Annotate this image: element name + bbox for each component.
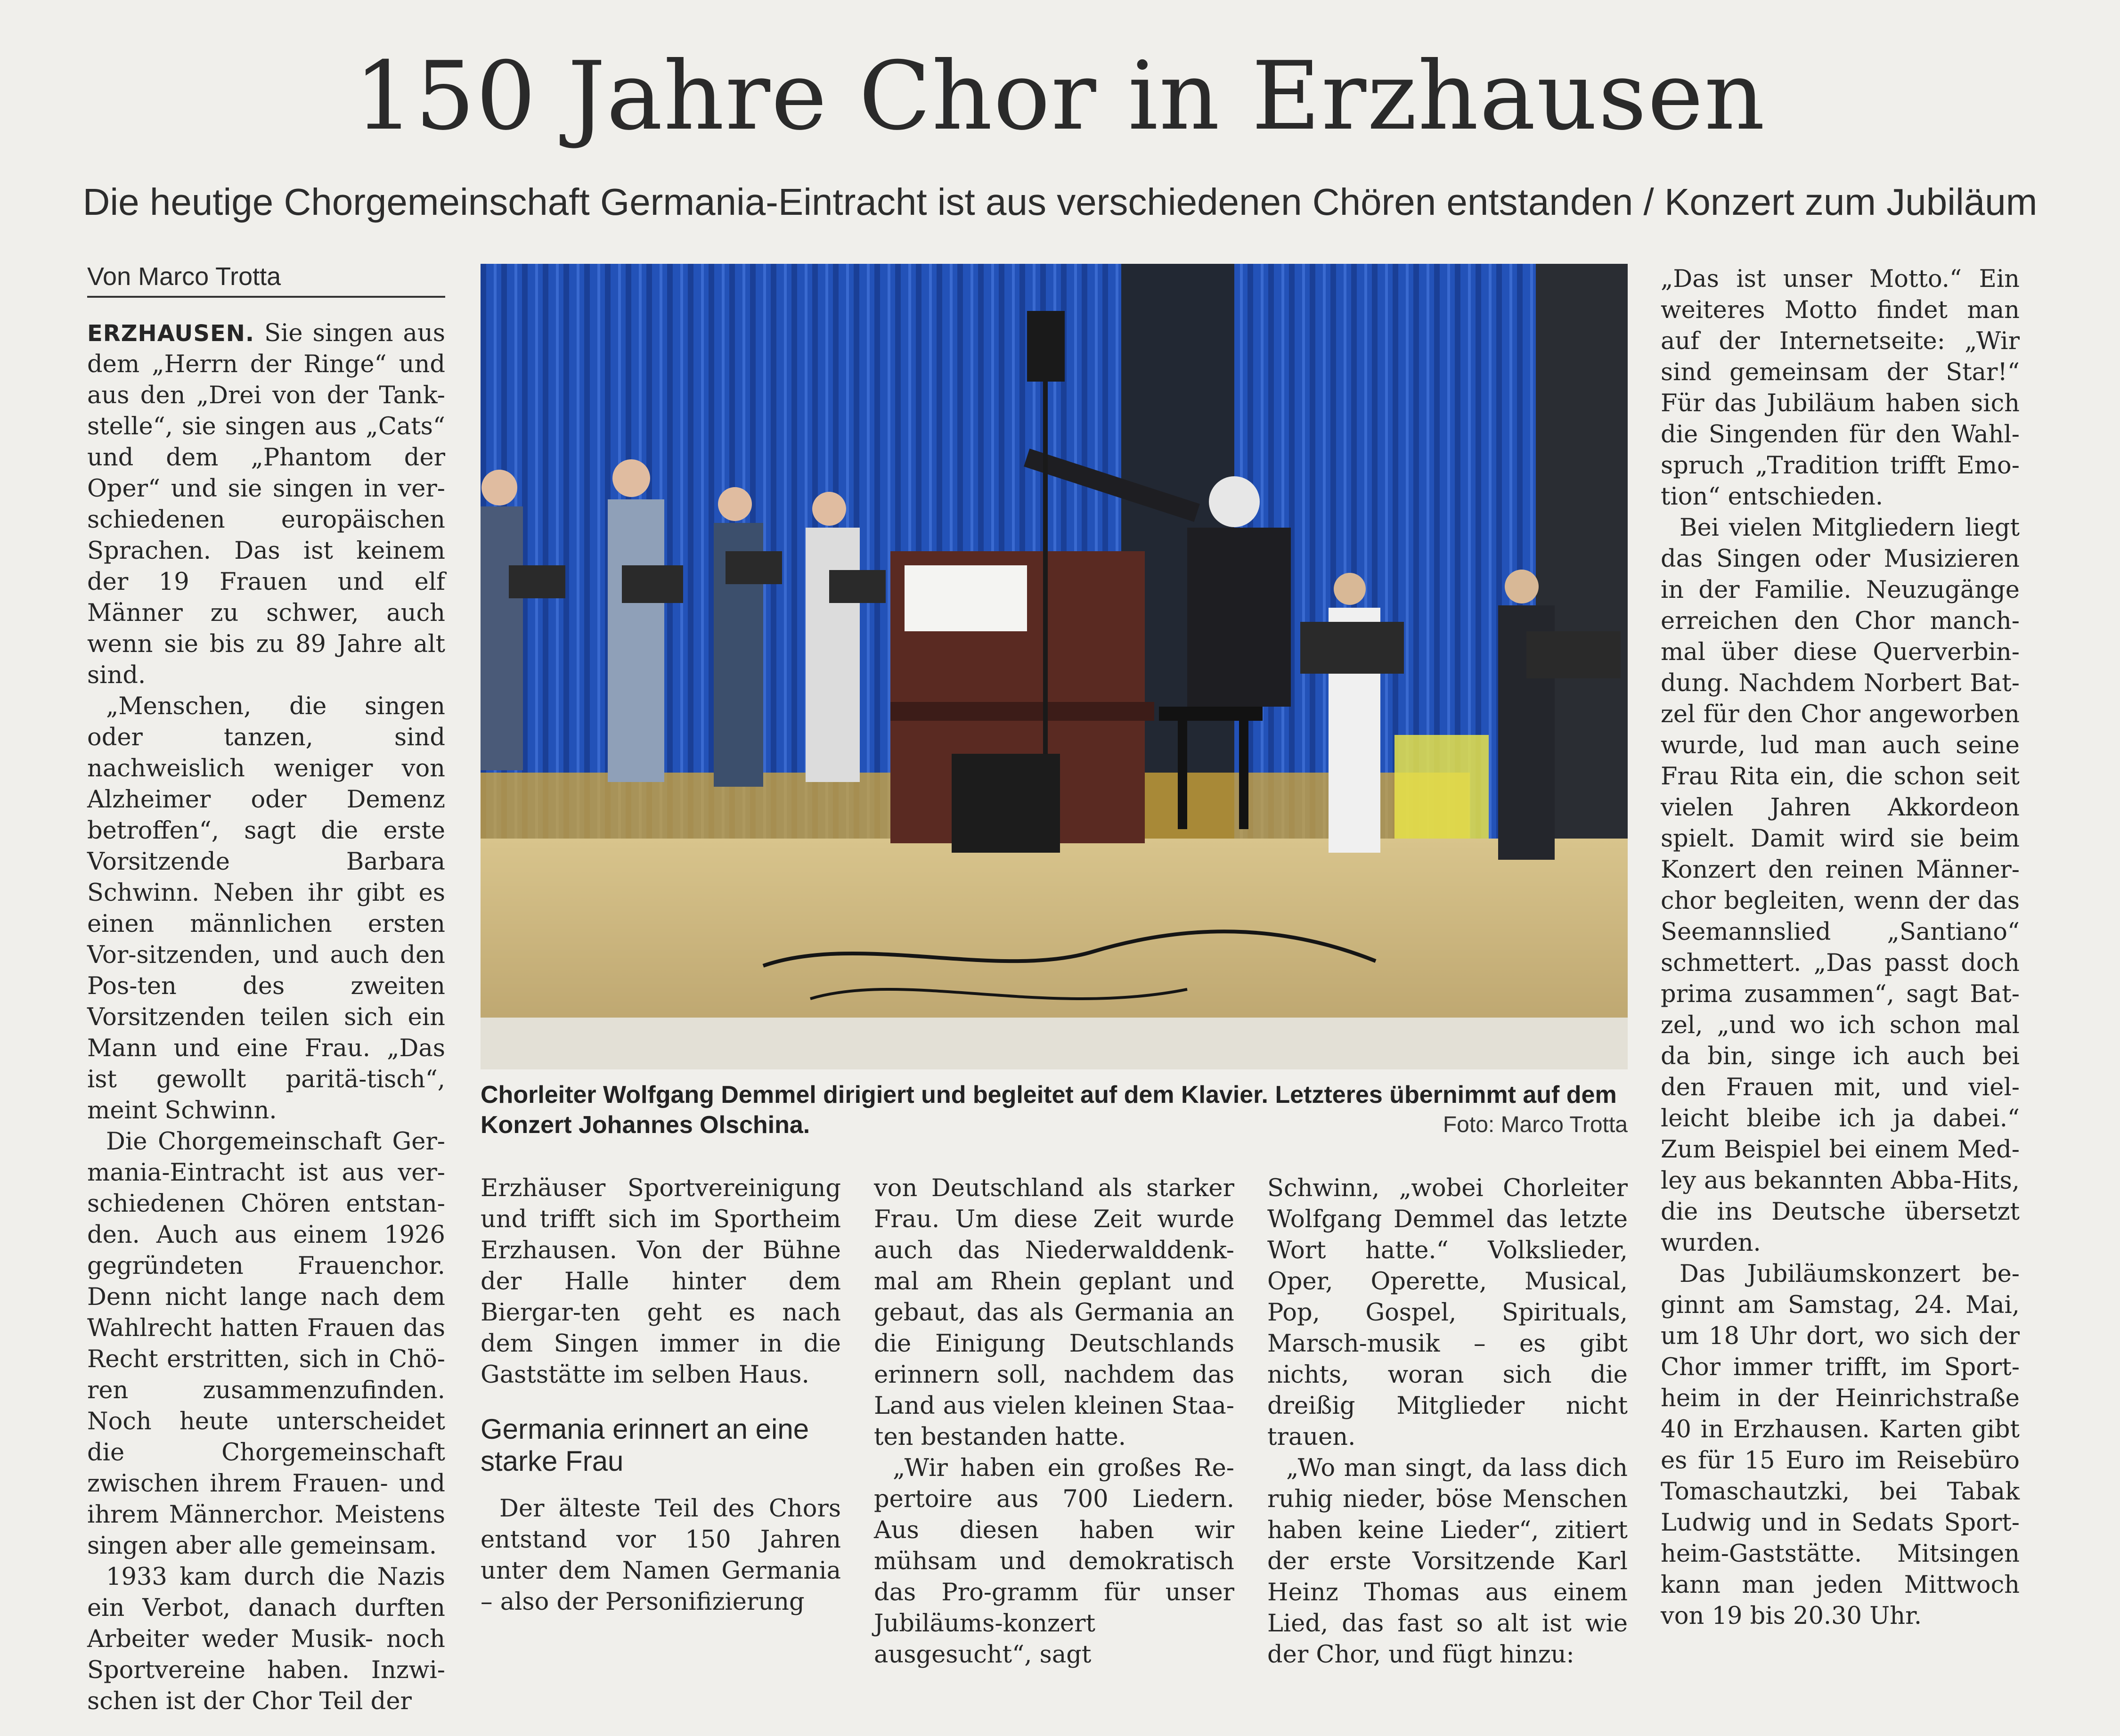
headline: 150 Jahre Chor in Erzhausen — [354, 41, 1766, 151]
paragraph: Das Jubiläumskonzert be-ginnt am Samstag, 24. Mai, um 18 Uhr dort, wo sich der Chor immer trifft, im Sport-heim in der Heinrichstraße 40 in Erzhausen. Karten gibt es für 15 Euro im Reisebüro Tomaschautzki, bei Tabak Ludwig und in Sedats Sport-heim-Gaststätte. Mitsingen kann man jeden Mittwoch von 19 bis 20.30 Uhr. — [1661, 1260, 2020, 1630]
text-column-4 — [1267, 1173, 1628, 1671]
dateline: ERZHAUSEN. — [87, 320, 255, 347]
subheadline: Die heutige Chorgemeinschaft Germania-Eintracht ist aus verschiedenen Chören entstanden / Konzert zum Jubiläum — [82, 181, 2038, 223]
paragraph: Die Chorgemeinschaft Ger-mania-Eintracht ist aus ver-schiedenen Chören entstan-den. Auch aus einem 1926 gegründeten Frauenchor. Denn nicht lange nach dem Wahlrecht hatten Frauen das Recht erstritten, sich in Chö-ren zusammenzufinden. Noch heute unterscheidet die Chorgemeinschaft zwischen ihrem Frauen- und ihrem Männerchor. Meistens singen aber alle gemeinsam. — [87, 1128, 445, 1560]
photo-caption: Chorleiter Wolfgang Demmel dirigiert und begleitet auf dem Klavier. Letzteres übernimmt auf dem Konzert Johannes Olschina. — [481, 1081, 1617, 1139]
text-column-1 — [87, 318, 445, 1717]
paragraph: von Deutschland als starker Frau. Um diese Zeit wurde auch das Niederwalddenk-mal am Rhein geplant und gebaut, das als Germania an die Einigung Deutschlands erinnern soll, nachdem das Land aus vielen kleinen Staa-ten bestanden hatte. — [874, 1174, 1234, 1451]
paragraph-text: Sie singen aus dem „Herrn der Ringe“ und aus den „Drei von der Tank-stelle“, sie singen aus „Cats“ und dem „Phantom der Oper“ und sie singen in ver-schiedenen europäischen Sprachen. Das ist keinem der 19 Frauen und elf Männer zu schwer, auch wenn sie bis zu 89 Jahre alt sind. — [87, 319, 445, 689]
paragraph: „Wo man singt, da lass dich ruhig nieder, böse Menschen haben keine Lieder“, zitiert der erste Vorsitzende Karl Heinz Thomas aus einem Lied, das fast so alt ist wie der Chor, und fügt hinzu: — [1267, 1454, 1628, 1669]
text-column-2 — [481, 1173, 841, 1618]
paragraph: „Wir haben ein großes Re-pertoire aus 700 Liedern. Aus diesen haben wir mühsam und demokratisch das Pro-gramm für unser Jubiläums-konzert ausgesucht“, sagt — [874, 1454, 1234, 1669]
paragraph: „Das ist unser Motto.“ Ein weiteres Motto findet man auf der Internetseite: „Wir sind gemeinsam der Star!“ Für das Jubiläum haben sich die Singenden für den Wahl-spruch „Tradition trifft Emo-tion“ entschieden. — [1661, 265, 2020, 511]
paragraph: Der älteste Teil des Chors entstand vor 150 Jahren unter dem Namen Germania – also der Personifizierung — [481, 1495, 841, 1616]
text-column-3 — [874, 1173, 1234, 1671]
paragraph: 1933 kam durch die Nazis ein Verbot, danach durften Arbeiter weder Musik- noch Sportvereine haben. Inzwi-schen ist der Chor Teil der — [87, 1563, 445, 1715]
paragraph: Erzhäuser Sportvereinigung und trifft sich im Sportheim Erzhausen. Von der Bühne der Halle hinter dem Biergar-ten geht es nach dem Singen immer in die Gaststätte im selben Haus. — [481, 1174, 841, 1389]
paragraph — [87, 318, 445, 691]
photo-credit: Foto: Marco Trotta — [1443, 1112, 1628, 1137]
paragraph: Schwinn, „wobei Chorleiter Wolfgang Demmel das letzte Wort hatte.“ Volkslieder, Oper, Operette, Musical, Pop, Gospel, Spirituals, Marsch-musik – es gibt nichts, woran sich die dreißig Mitglieder nicht trauen. — [1267, 1174, 1628, 1451]
choir-photo-illustration — [481, 264, 1628, 1069]
text-column-5 — [1661, 264, 2020, 1632]
paragraph: Bei vielen Mitgliedern liegt das Singen oder Musizieren in der Familie. Neuzugänge erreichen den Chor manch-mal über diese Querverbin-dung. Nachdem Norbert Bat-zel für den Chor angeworben wurde, lud man auch seine Frau Rita ein, die schon seit vielen Jahren Akkordeon spielt. Damit wird sie beim Konzert den reinen Männer-chor begleiten, wenn der das Seemannslied „Santiano“ schmettert. „Das passt doch prima zusammen“, sagt Bat-zel, „und wo ich schon mal da bin, singe ich auch bei den Frauen mit, und viel-leicht bleibe ich ja dabei.“ Zum Beispiel bei einem Med-ley aus bekannten Abba-Hits, die ins Deutsche übersetzt wurden. — [1661, 514, 2020, 1257]
choir-photo — [481, 264, 1628, 1069]
hall-floor — [481, 1018, 1628, 1069]
byline: Von Marco Trotta — [87, 262, 445, 298]
paragraph: „Menschen, die singen oder tanzen, sind nachweislich weniger von Alzheimer oder Demenz betroffen“, sagt die erste Vorsitzende Barbara Schwinn. Neben ihr gibt es einen männlichen ersten Vor-sitzenden, und auch den Pos-ten des zweiten Vorsitzenden teilen sich ein Mann und eine Frau. „Das ist gewollt paritä-tisch“, meint Schwinn. — [87, 693, 445, 1125]
subheading: Germania erinnert an eine starke Frau — [481, 1413, 809, 1477]
